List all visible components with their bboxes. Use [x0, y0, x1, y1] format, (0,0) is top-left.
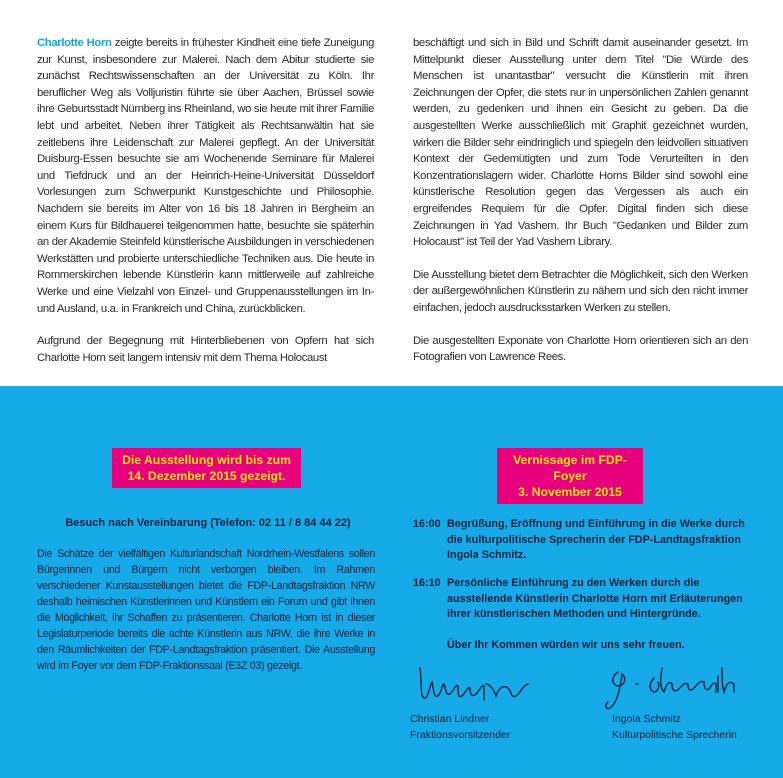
- visit-info: Besuch nach Vereinbarung (Telefon: 02 11 / 8 84 44 22): [65, 517, 351, 529]
- program-text: Persönliche Einführung zu den Werken durch die ausstellende Künstlerin Charlotte Horn mit Erläuterungen ihrer künstlerischen Methoden und Hintergründe.: [447, 577, 743, 621]
- exhibition-dates-line-2: 14. Dezember 2015 gezeigt.: [127, 469, 286, 483]
- intro-section: [0, 0, 783, 386]
- program-text: Begrüßung, Eröffnung und Einführung in die Werke durch die kulturpolitische Sprecherin der FDP-Landtagsfraktion Ingola Schmitz.: [447, 518, 745, 562]
- signatory-name: Ingola Schmitz: [612, 713, 681, 725]
- intro-left-column: [37, 35, 374, 382]
- signature-schmitz: [596, 654, 756, 714]
- signatory-role: Fraktionsvorsitzender: [410, 729, 511, 741]
- intro-paragraph-4: Die Ausstellung bietet dem Betrachter die Möglichkeit, sich den Werken der außergewöhnlichen Künstlerin zu nähern und sich den nicht immer einfachen, jedoch ausdrucksstarken Werken zu stellen.: [413, 268, 748, 314]
- signatory-schmitz: [612, 711, 737, 743]
- exhibition-dates-highlight: [112, 448, 301, 488]
- welcome-text: Über Ihr Kommen würden wir uns sehr freuen.: [447, 639, 685, 651]
- intro-paragraph-3: beschäftigt und sich in Bild und Schrift damit auseinander gesetzt. Im Mittelpunkt dieser Ausstellung unter dem Titel "Die Würde des Menschen ist unantastbar" versucht die Künstlerin mit ihren Zeichnungen der Opfer, die stets nur in unpersönlichen Zahlen genannt werden, zu gedenken und ihnen ein Gesicht zu geben. Da die ausgestellten Werke ausschließlich mit Graphit gezeichnet wurden, wirken die Bilder sehr eindringlich und spiegeln den leidvollen situativen Kontext der Gedemütigten und zum Tode Verurteilten in den Konzentrationslagern wider. Charlotte Horns Bilder sind sowohl eine künstlerische Resolution gegen das Vergessen als auch ein ergreifendes Requiem für die Opfer. Digital finden sich diese Zeichnungen in Yad Vashem. Ihr Buch "Gedanken und Bilder zum Holocaust" ist Teil der Yad Vashem Library.: [413, 37, 748, 249]
- exhibition-dates-line-1: Die Ausstellung wird bis zum: [122, 453, 291, 467]
- signatory-name: Christian Lindner: [410, 713, 490, 725]
- intro-paragraph-5: Die ausgestellten Exponate von Charlotte Horn orientieren sich an den Fotografien von Lawrence Rees.: [413, 334, 748, 364]
- vernissage-line-2: 3. November 2015: [518, 485, 622, 499]
- intro-paragraph-1: [37, 35, 374, 317]
- signature-lindner: [412, 654, 552, 714]
- info-band: [0, 386, 783, 778]
- program-time: 16:00: [413, 518, 441, 530]
- signatory-lindner: [410, 711, 510, 743]
- program-time: 16:10: [413, 577, 441, 589]
- artist-name: Charlotte Horn: [37, 37, 112, 49]
- vernissage-highlight: [497, 448, 643, 504]
- signatory-role: Kulturpolitische Sprecherin: [612, 729, 737, 741]
- exhibition-description: Die Schätze der vielfältigen Kulturlandschaft Nordrhein-Westfalens sollen Bürgerinnen und Bürgern nicht verborgen bleiben. Im Rahmen verschiedener Kunstausstellungen bietet die FDP-Landtagsfraktion NRW deshalb heimischen Künstlerinnen und Künstlern ein Forum und gibt ihnen die Möglichkeit, ihr Schaffen zu präsentieren. Charlotte Horn ist in dieser Legislaturperiode bereits die achte Künstlerin aus NRW, die ihre Werke in den Räumlichkeiten der FDP-Landtagsfraktion präsentiert. Die Ausstellung wird im Foyer vor dem FDP-Fraktionssaal (E3Z 03) gezeigt.: [37, 548, 375, 672]
- intro-right-column: [413, 35, 748, 382]
- intro-paragraph-1-text: zeigte bereits in frühester Kindheit eine tiefe Zuneigung zur Kunst, insbesondere zur Malerei. Nach dem Abitur studierte sie zunächst Rechtswissenschaften an der Universität zu Köln. Ihr beruflicher Weg als Volljuristin führte sie über Aachen, Brüssel sowie ihre Geburtsstadt Nürnberg ins Rheinland, wo sie heute mit ihrer Familie lebt und arbeitet. Neben ihrer Tätigkeit als Rechtsanwältin hat sie zeitlebens ihre Leidenschaft zur Malerei gepflegt. An der Universität Duisburg-Essen besuchte sie am Wochenende Seminare für Malerei und Tiefdruck und an der Heinrich-Heine-Universität Düsseldorf Vorlesungen zum Schwerpunkt Kunstgeschichte und Philosophie. Nachdem sie bereits im Alter von 16 bis 18 Jahren in Bergheim an einem Kurs für Bildhauerei teilgenommen hatte, besuchte sie späterhin an der Akademie Steinfeld künstlerische Ausbildungen in verschiedenen Werkstätten und probierte unterschiedliche Techniken aus. Die heute in Rommerskirchen lebende Künstlerin kann mittlerweile auf zahlreiche Werke und eine Vielzahl von Einzel- und Gruppenausstellungen im In- und Ausland, u.a. in Frankreich und China, zurückblicken.: [37, 37, 375, 315]
- intro-paragraph-2: Aufgrund der Begegnung mit Hinterbliebenen von Opfern hat sich Charlotte Horn seit langem intensiv mit dem Thema Holocaust: [37, 335, 374, 364]
- vernissage-line-1: Vernissage im FDP-Foyer: [513, 453, 627, 483]
